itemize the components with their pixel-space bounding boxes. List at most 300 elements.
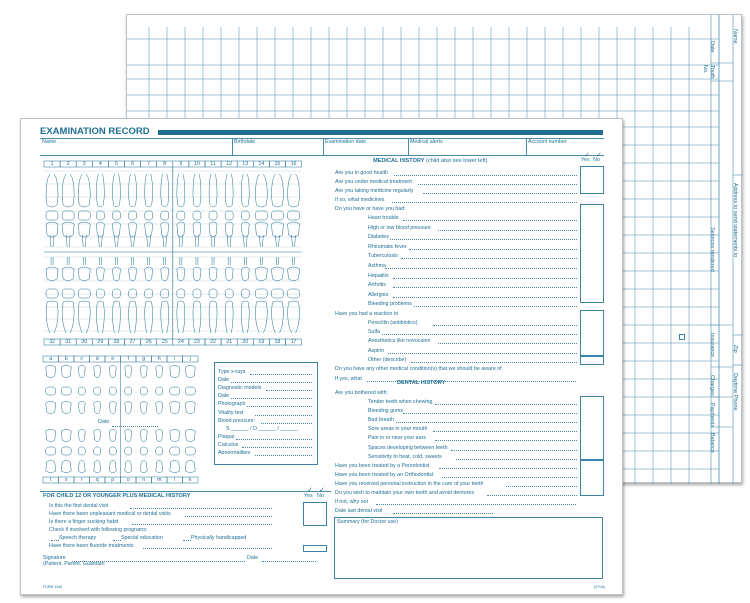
dental-question: Do you wish to maintain your own teeth and avoid dentures (335, 490, 474, 496)
upper-lingual-outline (271, 222, 283, 247)
upper-occlusal-outline (288, 211, 300, 220)
primary-tooth-letter: a (49, 356, 53, 362)
primary-occlusal-outline (170, 387, 180, 395)
primary-tooth-outline (185, 430, 195, 442)
child-question: Is there a finger sucking habit (49, 519, 119, 525)
lower-occlusal-outline (241, 289, 249, 298)
primary-occlusal-outline (156, 387, 163, 395)
dental-item: Bad breath (368, 417, 394, 424)
lower-tooth-outline (209, 301, 217, 333)
primary-occlusal-outline (109, 387, 116, 395)
primary-tooth-outline (61, 366, 71, 378)
if-yes-label: If yes, what (335, 376, 362, 382)
primary-tooth-outline (94, 366, 101, 378)
lower-lingual-outline (225, 257, 233, 281)
primary-tooth-letter: j (189, 356, 191, 362)
upper-lingual-outline (209, 222, 217, 247)
lower-tooth-outline (271, 301, 283, 333)
tooth-number: 14 (258, 161, 265, 167)
exam-item-label: Plaque (218, 433, 235, 440)
upper-tooth-outline (161, 174, 169, 207)
ledger-name-label: Name (732, 29, 738, 44)
primary-occlusal-outline (185, 447, 195, 455)
examination-date-field[interactable]: Examination date (325, 139, 366, 145)
upper-occlusal-outline (78, 211, 90, 220)
primary-occlusal-outline (94, 387, 101, 395)
account-number-field[interactable]: Account number (528, 139, 567, 145)
upper-occlusal-outline (62, 211, 74, 220)
primary-tooth-outline (125, 402, 132, 414)
child-yes-no-grid[interactable] (303, 502, 327, 526)
medical-condition: Rheumatic fever (368, 243, 407, 250)
lower-lingual-outline (241, 257, 249, 281)
upper-lingual-outline (112, 222, 120, 247)
primary-tooth-outline (78, 461, 85, 473)
lower-lingual-outline (209, 257, 217, 281)
primary-tooth-outline (170, 402, 180, 414)
primary-tooth-letter: n (142, 477, 146, 483)
dental-yes-no-grid-1[interactable] (580, 396, 604, 460)
upper-lingual-outline (62, 222, 74, 247)
tooth-number: 20 (242, 339, 249, 345)
primary-tooth-outline (170, 366, 180, 378)
dental-bothered-question: Are you bothered with: (335, 390, 388, 396)
reaction-question: Have you had a reaction to (335, 311, 399, 317)
primary-tooth-outline (61, 402, 71, 414)
lower-occlusal-outline (177, 289, 185, 298)
signature-date-label: Date (247, 555, 259, 561)
tooth-number: 25 (161, 339, 168, 345)
upper-lingual-outline (241, 222, 249, 247)
upper-lingual-outline (193, 222, 201, 247)
lower-tooth-outline (96, 301, 104, 333)
lower-lingual-outline (255, 257, 267, 281)
upper-occlusal-outline (193, 211, 201, 220)
primary-tooth-outline (170, 461, 180, 473)
upper-tooth-outline (177, 174, 185, 207)
ledger-col-services: Services rendered (709, 227, 715, 272)
upper-tooth-outline (96, 174, 104, 207)
reaction-item: Aspirin (368, 347, 385, 354)
primary-tooth-letter: e (111, 356, 115, 362)
tooth-number: 9 (179, 161, 183, 167)
exam-item-label: Photograph (218, 401, 246, 408)
lower-lingual-outline (78, 257, 90, 281)
dental-question: Have you been treated by a Periodontist (335, 462, 430, 469)
program-option: Physically handicapped (191, 535, 247, 541)
tooth-number: 24 (177, 339, 184, 345)
primary-occlusal-outline (61, 447, 71, 455)
lower-tooth-outline (78, 301, 90, 333)
primary-tooth-outline (46, 402, 56, 414)
primary-occlusal-outline (78, 387, 85, 395)
upper-tooth-outline (255, 174, 267, 207)
primary-tooth-outline (185, 461, 195, 473)
lower-tooth-outline (145, 301, 153, 333)
tooth-number: 1 (50, 161, 54, 167)
primary-tooth-outline (109, 402, 116, 414)
primary-tooth-outline (156, 402, 163, 414)
ledger-col-insurance: Insurance (709, 333, 715, 358)
ledger-address-label: Address to send statements to (732, 183, 738, 258)
tooth-number: 13 (242, 161, 249, 167)
tooth-number: 17 (290, 339, 297, 345)
lower-occlusal-outline (255, 289, 267, 298)
lower-lingual-outline (145, 257, 153, 281)
dental-item: Spaces developing between teeth (368, 444, 448, 451)
lower-tooth-outline (129, 301, 137, 333)
dental-item: Bleeding gums (368, 408, 404, 415)
tooth-number: 10 (193, 161, 200, 167)
primary-tooth-letter: m (157, 477, 162, 483)
tooth-number: 12 (226, 161, 233, 167)
lower-lingual-outline (112, 257, 120, 281)
lower-lingual-outline (96, 257, 104, 281)
primary-tooth-letter: r (80, 477, 83, 483)
program-option: Special education (121, 535, 163, 541)
medical-condition: Tuberculosis (368, 253, 398, 260)
tooth-number: 6 (131, 161, 135, 167)
exam-item-label: Calculus (218, 441, 239, 448)
upper-lingual-outline (129, 222, 137, 247)
medical-yes-no-grid-3[interactable] (580, 310, 604, 356)
lower-lingual-outline (46, 257, 58, 281)
primary-occlusal-outline (170, 447, 180, 455)
primary-tooth-outline (170, 430, 180, 442)
upper-lingual-outline (78, 222, 90, 247)
name-field[interactable]: Name (42, 139, 57, 145)
lower-occlusal-outline (145, 289, 153, 298)
ledger-col-balance: Balance (709, 433, 715, 453)
exam-item-label: Type x-rays (218, 369, 246, 375)
upper-tooth-outline (271, 174, 283, 207)
medical-question: If so, what medicines (335, 197, 385, 203)
ledger-col-date: Date (709, 41, 715, 53)
lower-lingual-outline (271, 257, 283, 281)
upper-occlusal-outline (209, 211, 217, 220)
lower-lingual-outline (129, 257, 137, 281)
tooth-number: 31 (65, 339, 72, 345)
primary-occlusal-outline (140, 387, 147, 395)
primary-tooth-letter: g (142, 356, 146, 362)
primary-occlusal-outline (94, 447, 101, 455)
primary-tooth-letter: q (95, 477, 99, 483)
primary-tooth-outline (185, 402, 195, 414)
lower-lingual-outline (161, 257, 169, 281)
medical-yes-no-grid-1[interactable] (580, 166, 604, 194)
medical-question: Are you under medical treatment (335, 179, 412, 185)
primary-tooth-outline (140, 461, 147, 473)
lower-tooth-outline (288, 301, 300, 333)
upper-occlusal-outline (255, 211, 267, 220)
primary-tooth-letter: t (50, 477, 52, 483)
primary-tooth-outline (156, 461, 163, 473)
lower-tooth-outline (161, 301, 169, 333)
medical-condition: Hepatitis (368, 272, 389, 279)
child-fluoride-yes-no[interactable] (303, 545, 327, 552)
tooth-number: 8 (163, 161, 167, 167)
upper-tooth-outline (145, 174, 153, 207)
upper-occlusal-outline (177, 211, 185, 220)
primary-tooth-outline (46, 366, 56, 378)
primary-tooth-outline (61, 430, 71, 442)
upper-occlusal-outline (129, 211, 137, 220)
primary-date-label: Date (98, 419, 110, 425)
lower-tooth-outline (255, 301, 267, 333)
dental-item: Pain in or near your ears (368, 435, 427, 442)
primary-occlusal-outline (156, 447, 163, 455)
lower-occlusal-outline (62, 289, 74, 298)
lower-occlusal-outline (46, 289, 58, 298)
lower-occlusal-outline (112, 289, 120, 298)
medical-condition: Allergies (368, 291, 389, 298)
exam-item-label: Date (218, 377, 230, 384)
lower-tooth-outline (112, 301, 120, 333)
other-condition-question: Do you have any other medical condition(s) that we should be aware of (335, 366, 502, 372)
reaction-item: Other (describe) (368, 356, 407, 363)
tooth-number: 5 (114, 161, 118, 167)
upper-tooth-outline (225, 174, 233, 207)
upper-lingual-outline (161, 222, 169, 247)
lower-lingual-outline (193, 257, 201, 281)
tooth-number: 15 (274, 161, 281, 167)
child-question: Have there been unpleasant medical or dental visits (49, 511, 171, 517)
primary-tooth-outline (46, 461, 56, 473)
dental-item: Sore areas in your mouth (368, 426, 428, 433)
tooth-number: 11 (210, 161, 216, 167)
upper-tooth-outline (209, 174, 217, 207)
primary-tooth-outline (78, 430, 85, 442)
child-question: Check if involved with following programs: (49, 527, 148, 533)
reaction-item: Penicillin (antibiotics) (368, 320, 418, 326)
tooth-number: 4 (98, 161, 102, 167)
no-check-icon: ✓ (319, 487, 325, 494)
medical-condition: Asthma (368, 263, 386, 269)
upper-lingual-outline (145, 222, 153, 247)
upper-occlusal-outline (225, 211, 233, 220)
upper-lingual-outline (255, 222, 267, 247)
lower-tooth-outline (225, 301, 233, 333)
ledger-col-charges: Charges (709, 375, 715, 396)
medical-question: Are you in good health (335, 170, 389, 176)
upper-occlusal-outline (46, 211, 58, 220)
dental-item: Sensitivity to heat, cold, sweets (368, 453, 442, 460)
reaction-item: Sulfa (368, 329, 381, 336)
primary-occlusal-outline (140, 447, 147, 455)
primary-tooth-outline (140, 402, 147, 414)
primary-occlusal-outline (78, 447, 85, 455)
child-question: Have there been fluoride treatments (49, 543, 134, 549)
exam-item-label: Vitality test (218, 409, 244, 416)
medical-condition: Heart trouble (368, 215, 399, 221)
form-title: EXAMINATION RECORD (40, 126, 150, 137)
upper-tooth-outline (46, 174, 58, 207)
primary-occlusal-outline (109, 447, 116, 455)
primary-tooth-outline (109, 430, 116, 442)
tooth-number: 23 (193, 339, 200, 345)
medical-question: Are you taking medicine regularly (335, 188, 414, 194)
primary-tooth-letter: l (174, 477, 176, 483)
signature-sub-label: (Patient, Parent, Guardian (43, 561, 105, 567)
tooth-number: 2 (66, 161, 70, 167)
upper-lingual-outline (225, 222, 233, 247)
primary-tooth-outline (125, 366, 132, 378)
form-number: FORM 1446 (43, 585, 63, 589)
lower-occlusal-outline (271, 289, 283, 298)
signature-label: Signature (43, 555, 66, 561)
medical-condition: Diabetes (368, 234, 389, 241)
birthdate-field[interactable]: Birthdate (234, 139, 256, 145)
lower-occlusal-outline (129, 289, 137, 298)
yes-check-icon: ✓ (307, 487, 313, 494)
lower-tooth-outline (46, 301, 58, 333)
ledger-col-payments: Payments (709, 403, 715, 428)
dental-item: Tender teeth when chewing (368, 399, 433, 405)
lower-occlusal-outline (209, 289, 217, 298)
tooth-number: 28 (113, 339, 120, 345)
medical-condition: Arthritis (368, 282, 386, 289)
primary-tooth-outline (156, 366, 163, 378)
upper-occlusal-outline (96, 211, 104, 220)
upper-tooth-outline (78, 174, 90, 207)
primary-tooth-letter: f (127, 356, 129, 362)
lower-lingual-outline (288, 257, 300, 281)
insurance-checkbox[interactable] (679, 334, 685, 340)
ledger-col-tooth: Tooth No. (701, 65, 715, 79)
tooth-number: 26 (145, 339, 152, 345)
primary-occlusal-outline (61, 387, 71, 395)
lower-occlusal-outline (193, 289, 201, 298)
last-visit-label: Date last dental visit (335, 508, 383, 515)
primary-tooth-outline (156, 430, 163, 442)
primary-tooth-letter: c (80, 356, 84, 362)
medical-history-title: MEDICAL HISTORY (child also see lower left) (373, 158, 488, 164)
primary-tooth-letter: o (126, 477, 130, 483)
dental-yes-no-grid-2[interactable] (580, 460, 604, 496)
primary-tooth-letter: b (64, 356, 68, 362)
medical-alerts-field[interactable]: Medical alerts (410, 139, 443, 145)
lower-occlusal-outline (78, 289, 90, 298)
lower-occlusal-outline (161, 289, 169, 298)
lower-tooth-outline (62, 301, 74, 333)
primary-tooth-outline (61, 461, 71, 473)
tooth-number: 29 (97, 339, 104, 345)
primary-tooth-outline (94, 402, 101, 414)
tooth-number: 19 (258, 339, 265, 345)
reaction-item: Anesthetics like novocaine (368, 338, 431, 345)
tooth-number: 27 (129, 339, 136, 345)
primary-tooth-letter: k (188, 477, 192, 483)
tooth-number: 16 (290, 161, 297, 167)
primary-tooth-outline (185, 366, 195, 378)
dental-history-title: DENTAL HISTORY (397, 380, 446, 386)
if-not-label: If not, why not (335, 499, 368, 506)
primary-tooth-outline (109, 461, 116, 473)
upper-tooth-outline (288, 174, 300, 207)
primary-tooth-outline (125, 461, 132, 473)
upper-tooth-outline (193, 174, 201, 207)
tooth-number: 30 (81, 339, 88, 345)
tooth-number: 21 (226, 339, 233, 345)
primary-tooth-letter: h (157, 356, 161, 362)
upper-tooth-outline (241, 174, 249, 207)
primary-tooth-outline (109, 366, 116, 378)
lower-tooth-outline (241, 301, 249, 333)
medical-question: Do you have or have you had: (335, 206, 406, 212)
upper-lingual-outline (46, 222, 58, 247)
upper-occlusal-outline (271, 211, 283, 220)
ledger-zip-label: Zip (732, 345, 738, 353)
primary-tooth-letter: i (174, 356, 176, 362)
primary-tooth-outline (140, 366, 147, 378)
child-yes-label: Yes (304, 493, 313, 499)
child-no-label: No (317, 493, 324, 499)
upper-lingual-outline (288, 222, 300, 247)
lower-tooth-outline (177, 301, 185, 333)
primary-tooth-letter: p (111, 477, 115, 483)
doctor-summary-box[interactable] (334, 517, 603, 579)
primary-tooth-letter: d (95, 356, 99, 362)
tooth-number: 18 (274, 339, 281, 345)
child-question: Is this the first dental visit (49, 503, 109, 509)
program-option: Speech therapy (59, 535, 97, 541)
medical-yes-check-icon: ✓ (584, 152, 590, 159)
lower-occlusal-outline (96, 289, 104, 298)
upper-tooth-outline (62, 174, 74, 207)
tooth-number: 32 (49, 339, 55, 345)
medical-no-label: No (593, 157, 600, 163)
tooth-number: 22 (210, 339, 216, 345)
lower-tooth-outline (193, 301, 201, 333)
medical-yes-no-grid-2[interactable] (580, 204, 604, 303)
upper-lingual-outline (96, 222, 104, 247)
lower-occlusal-outline (288, 289, 300, 298)
primary-tooth-outline (78, 402, 85, 414)
exam-item-label: Abnormalities (218, 450, 251, 456)
upper-occlusal-outline (241, 211, 249, 220)
dental-question: Have you been treated by an Orthodontist (335, 471, 434, 478)
primary-occlusal-outline (46, 447, 56, 455)
form-code: (07/16) (594, 585, 606, 589)
upper-tooth-outline (112, 174, 120, 207)
summary-label: Summary (for Doctor use) (337, 519, 398, 525)
primary-occlusal-outline (46, 387, 56, 395)
primary-tooth-outline (94, 430, 101, 442)
upper-occlusal-outline (112, 211, 120, 220)
primary-occlusal-outline (125, 387, 132, 395)
medical-no-check-icon: ✓ (596, 152, 602, 159)
primary-tooth-letter: s (64, 477, 68, 483)
medical-other-yes-no[interactable] (580, 356, 604, 365)
ledger-phone-label: Daytime Phone (732, 373, 738, 411)
lower-occlusal-outline (225, 289, 233, 298)
upper-tooth-outline (129, 174, 137, 207)
primary-occlusal-outline (125, 447, 132, 455)
child-section-title: FOR CHILD 12 OR YOUNGER PLUS MEDICAL HISTORY (43, 493, 191, 499)
primary-tooth-outline (46, 430, 56, 442)
medical-condition: Bleeding problems (368, 301, 412, 308)
primary-tooth-outline (94, 461, 101, 473)
exam-item-label: Blood pressure: (218, 417, 256, 424)
upper-occlusal-outline (145, 211, 153, 220)
lower-lingual-outline (177, 257, 185, 281)
exam-item-label: Date (218, 393, 230, 400)
tooth-number: 3 (82, 161, 86, 167)
primary-tooth-outline (140, 430, 147, 442)
medical-yes-label: Yes (581, 157, 590, 163)
tooth-number: 7 (147, 161, 151, 167)
blood-pressure-fields: S ______ / D ______ / ______ (226, 425, 299, 432)
